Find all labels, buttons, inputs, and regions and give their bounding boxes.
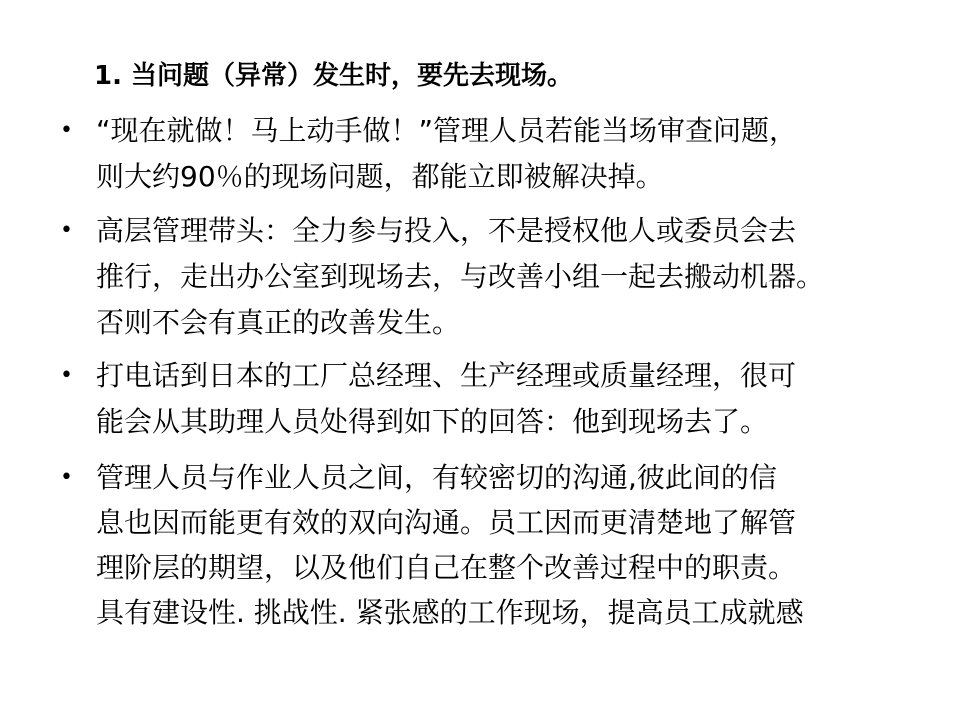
bullet-text: [96, 455, 926, 635]
bullet-text-line: 否则不会有真正的改善发生。: [96, 306, 461, 339]
bullet-text-line: 息也因而能更有效的双向沟通。员工因而更清楚地了解管: [96, 506, 797, 539]
bullet-dot-icon: •: [60, 218, 73, 243]
bullet-dot-icon: •: [60, 465, 73, 490]
bullet-dot-icon: •: [60, 118, 73, 143]
bullet-text-line: 理阶层的期望，以及他们自己在整个改善过程中的职责。: [96, 551, 797, 584]
bullet-text: [96, 208, 926, 346]
bullet-text-line: 具有建设性. 挑战性. 紧张感的工作现场，提高员工成就感: [96, 596, 804, 629]
bullet-text-line: 则大约90％的现场问题，都能立即被解决掉。: [96, 160, 664, 193]
bullet-text-line: 高层管理带头：全力参与投入，不是授权他人或委员会去: [96, 214, 797, 247]
bullet-text: [96, 108, 926, 200]
bullet-text-line: 打电话到日本的工厂总经理、生产经理或质量经理，很可: [96, 359, 797, 392]
slide-heading: 1. 当问题（异常）发生时，要先去现场。: [94, 61, 574, 91]
bullet-text-line: “现在就做！马上动手做！”管理人员若能当场审查问题，: [96, 114, 798, 147]
bullet-text-line: 推行，走出办公室到现场去，与改善小组一起去搬动机器。: [96, 260, 825, 293]
bullet-text-line: 能会从其助理人员处得到如下的回答：他到现场去了。: [96, 405, 769, 438]
bullet-text: [96, 353, 926, 445]
bullet-text-line: 管理人员与作业人员之间，有较密切的沟通,彼此间的信: [96, 461, 777, 494]
bullet-dot-icon: •: [60, 363, 73, 388]
